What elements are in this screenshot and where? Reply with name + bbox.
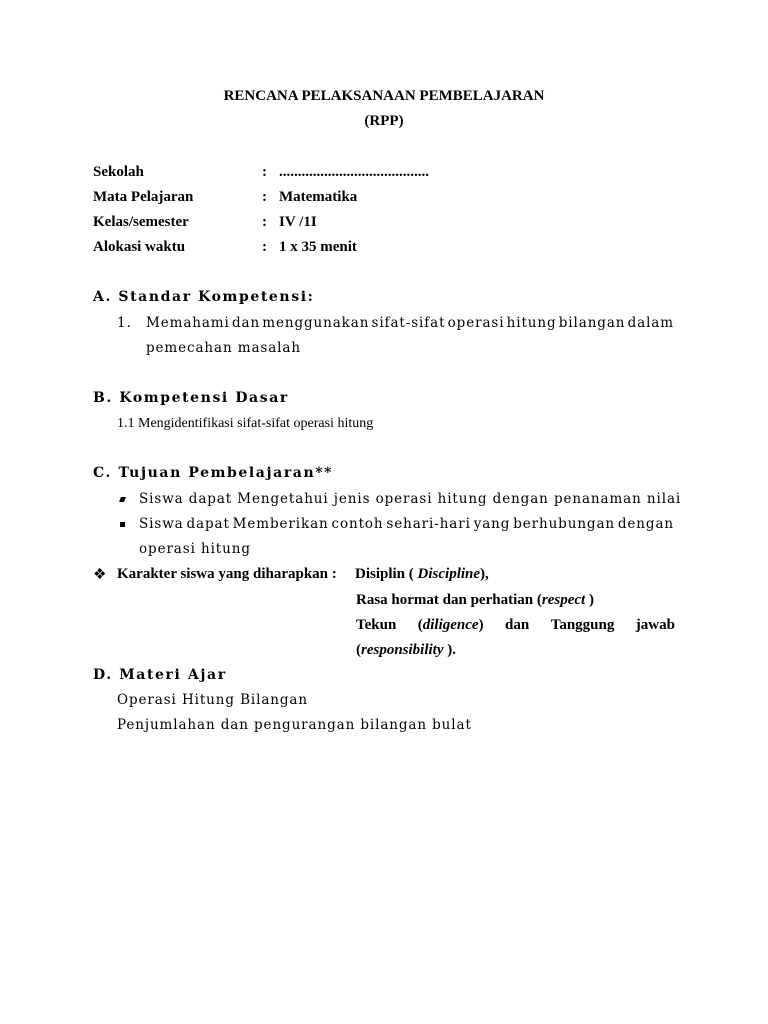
- word: operasi: [447, 315, 505, 331]
- identity-colon: :: [262, 164, 267, 180]
- section-c-bullet-1: Siswa dapat Mengetahui jenis operasi hitung dengan penanaman nilai: [139, 491, 682, 507]
- section-d-heading: D. Materi Ajar: [93, 667, 227, 683]
- word: yang: [473, 516, 511, 532]
- section-d-line-2: Penjumlahan dan pengurangan bilangan bulat: [117, 717, 472, 733]
- identity-value-alokasi: 1 x 35 menit: [279, 239, 357, 255]
- word: berhubungan: [513, 516, 615, 532]
- document-title: RENCANA PELAKSANAAN PEMBELAJARAN: [223, 88, 545, 104]
- section-d-line-1: Operasi Hitung Bilangan: [117, 692, 308, 708]
- word: menggunakan: [262, 315, 370, 331]
- section-a-item-number: 1.: [117, 315, 132, 331]
- karakter-line-2: Rasa hormat dan perhatian (respect ): [356, 592, 594, 608]
- section-a-heading: A. Standar Kompetensi:: [93, 289, 315, 305]
- word: dan: [231, 315, 261, 331]
- karakter-line-1: Disiplin ( Discipline),: [355, 566, 489, 582]
- word: (diligence): [417, 617, 484, 633]
- word: Siswa: [139, 516, 184, 532]
- word: bilangan: [558, 315, 626, 331]
- word: Tanggung: [550, 617, 615, 633]
- identity-label-alokasi: Alokasi waktu: [93, 239, 186, 255]
- identity-colon: :: [262, 214, 267, 230]
- word: dalam: [627, 315, 674, 331]
- section-c-bullet-2-line1: [139, 516, 674, 532]
- word: Memahami: [146, 315, 230, 331]
- word: Tekun: [356, 617, 397, 633]
- word: dan: [505, 617, 530, 633]
- diamond-bullet-icon: ❖: [93, 567, 107, 583]
- word: contoh: [331, 516, 384, 532]
- word: sifat-sifat: [371, 315, 446, 331]
- section-b-heading: B. Kompetensi Dasar: [93, 390, 289, 406]
- word: Memberikan: [232, 516, 329, 532]
- word: hitung: [506, 315, 557, 331]
- section-a-item-line1: [146, 315, 674, 331]
- section-a-item-line2: pemecahan masalah: [146, 340, 301, 356]
- word: dengan: [617, 516, 674, 532]
- identity-value-sekolah: ........................................: [279, 164, 429, 180]
- identity-value-kelas: IV /1I: [279, 214, 317, 230]
- word: jawab: [635, 617, 675, 633]
- identity-colon: :: [262, 189, 267, 205]
- word: dapat: [186, 516, 230, 532]
- square-bullet-icon: [120, 522, 125, 527]
- section-c-bullet-2-line2: operasi hitung: [139, 541, 251, 557]
- square-bullet-icon: [119, 497, 126, 502]
- karakter-line-3: [356, 617, 675, 634]
- identity-label-mapel: Mata Pelajaran: [93, 189, 194, 205]
- karakter-line-4: (responsibility ).: [356, 642, 457, 658]
- identity-label-sekolah: Sekolah: [93, 164, 144, 180]
- section-c-heading: C. Tujuan Pembelajaran**: [93, 465, 334, 481]
- section-b-item: 1.1 Mengidentifikasi sifat-sifat operasi hitung: [117, 416, 374, 431]
- document-subtitle: (RPP): [364, 113, 404, 129]
- identity-colon: :: [262, 239, 267, 255]
- karakter-label: Karakter siswa yang diharapkan :: [117, 566, 337, 582]
- identity-label-kelas: Kelas/semester: [93, 214, 189, 230]
- word: sehari-hari: [386, 516, 471, 532]
- identity-value-mapel: Matematika: [279, 189, 358, 205]
